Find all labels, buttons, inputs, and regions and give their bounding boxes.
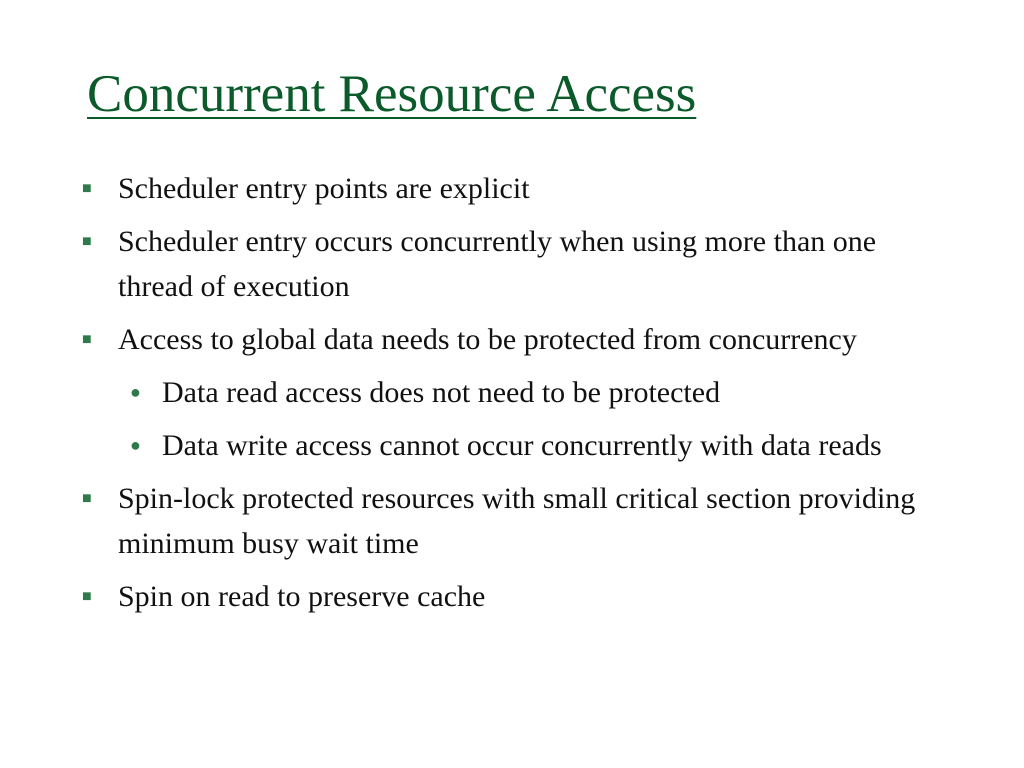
- bullet-text: Scheduler entry points are explicit: [118, 172, 530, 205]
- bullet-item: [0, 476, 1024, 566]
- bullet-text: Scheduler entry occurs concurrently when using more than one thread of execution: [118, 225, 877, 303]
- bullet-text: Spin on read to preserve cache: [118, 580, 486, 613]
- square-bullet-icon: ■: [82, 233, 92, 250]
- slide-title: Concurrent Resource Access: [87, 65, 697, 123]
- bullet-list: [0, 166, 1024, 627]
- square-bullet-icon: ■: [82, 490, 92, 507]
- bullet-item: [0, 166, 1024, 211]
- square-bullet-icon: ■: [82, 588, 92, 605]
- round-bullet-icon: ●: [130, 382, 141, 402]
- bullet-item: [0, 317, 1024, 362]
- square-bullet-icon: ■: [82, 331, 92, 348]
- bullet-item: [0, 574, 1024, 619]
- square-bullet-icon: ■: [82, 180, 92, 197]
- sub-bullet-item: [0, 423, 1024, 468]
- sub-bullet-item: [0, 370, 1024, 415]
- sub-bullet-text: Data write access cannot occur concurrently with data reads: [162, 429, 882, 462]
- bullet-text: Spin-lock protected resources with small critical section providing minimum busy wait time: [118, 482, 916, 560]
- sub-bullet-text: Data read access does not need to be protected: [162, 376, 721, 409]
- bullet-text: Access to global data needs to be protected from concurrency: [118, 323, 857, 356]
- bullet-item: [0, 219, 1024, 309]
- round-bullet-icon: ●: [130, 435, 141, 455]
